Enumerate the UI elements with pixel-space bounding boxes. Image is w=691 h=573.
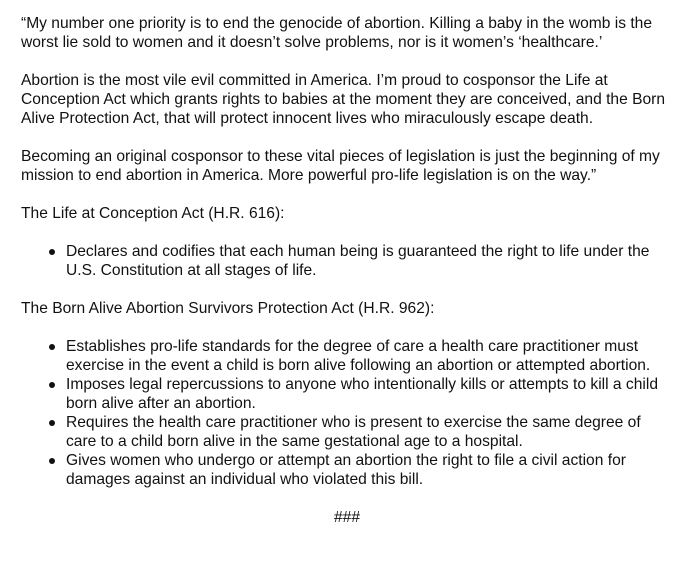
list-item xyxy=(66,451,673,489)
bullet-dot-icon xyxy=(49,249,55,255)
bill-list-born-alive xyxy=(21,337,673,489)
bullet-dot-icon xyxy=(49,382,55,388)
list-item-text: Establishes pro-life standards for the degree of care a health care practitioner must exercise in the event a child is born alive following an abortion or attempted abortion. xyxy=(66,338,651,374)
quote-paragraph-1: “My number one priority is to end the genocide of abortion. Killing a baby in the womb is the worst lie sold to women and it doesn’t solve problems, nor is it women’s ‘healthcare.’ xyxy=(21,15,653,51)
list-item-text: Declares and codifies that each human being is guaranteed the right to life under the U.S. Constitution at all stages of life. xyxy=(66,243,650,279)
bill-heading-born-alive: The Born Alive Abortion Survivors Protection Act (H.R. 962): xyxy=(21,300,435,317)
bill-list-life-at-conception xyxy=(21,242,673,280)
list-item-text: Imposes legal repercussions to anyone who intentionally kills or attempts to kill a child born alive after an abortion. xyxy=(66,376,658,412)
bullet-dot-icon xyxy=(49,458,55,464)
list-item xyxy=(66,413,673,451)
quote-paragraph-2: Abortion is the most vile evil committed in America. I’m proud to cosponsor the Life at Conception Act which grants rights to babies at the moment they are conceived, and the Born Alive Protection Act, that will protect innocent lives who miraculously escape death. xyxy=(21,72,666,127)
bullet-dot-icon xyxy=(49,420,55,426)
closing-mark: ### xyxy=(333,509,361,526)
list-item xyxy=(66,375,673,413)
list-item-text: Gives women who undergo or attempt an abortion the right to file a civil action for damages against an individual who violated this bill. xyxy=(66,452,626,488)
quote-paragraph-3: Becoming an original cosponsor to these vital pieces of legislation is just the beginning of my mission to end abortion in America. More powerful pro-life legislation is on the way.” xyxy=(21,148,660,184)
list-item-text: Requires the health care practitioner who is present to exercise the same degree of care to a child born alive in the same gestational age to a hospital. xyxy=(66,414,641,450)
list-item xyxy=(66,242,673,280)
bullet-dot-icon xyxy=(49,344,55,350)
list-item xyxy=(66,337,673,375)
bill-heading-life-at-conception: The Life at Conception Act (H.R. 616): xyxy=(21,205,285,222)
